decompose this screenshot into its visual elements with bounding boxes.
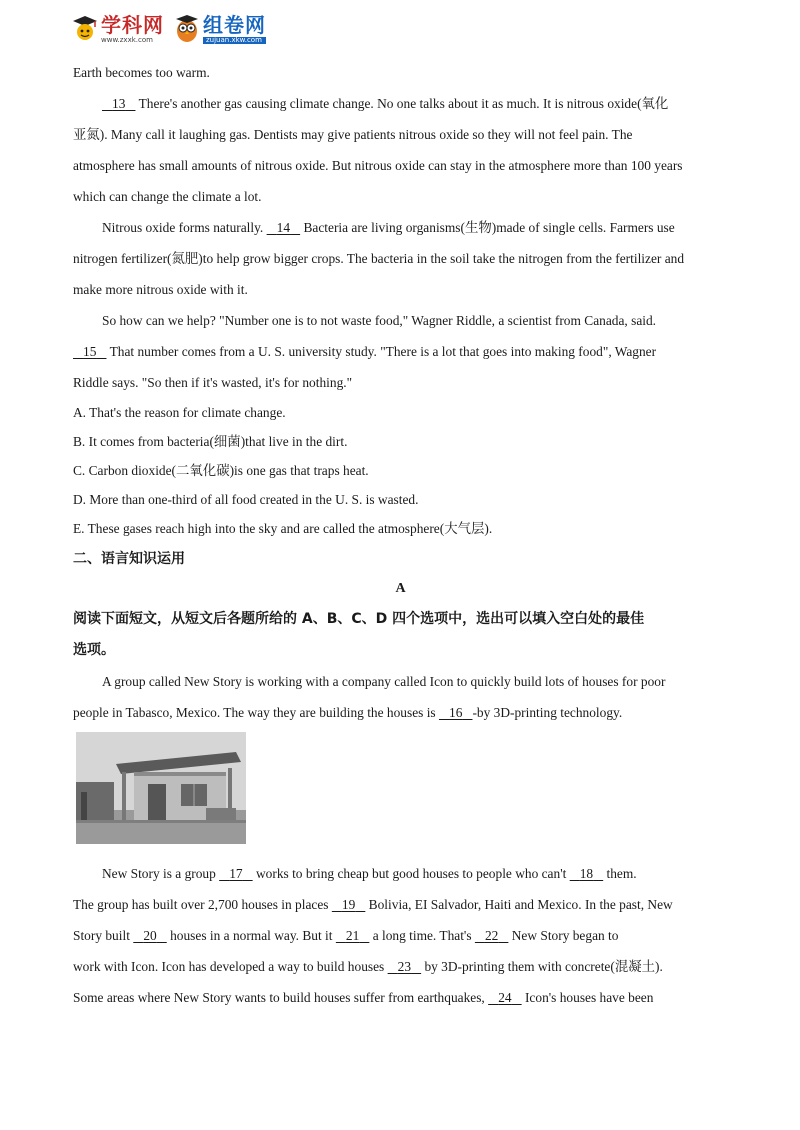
zujuan-logo[interactable]: [174, 14, 266, 44]
paragraph-line: atmosphere has small amounts of nitrous oxide. But nitrous oxide can stay in the atmosphere more than 100 years: [73, 158, 683, 173]
owl-mascot-icon: [174, 14, 200, 44]
blank-17: 17: [229, 866, 243, 881]
option-c: C. Carbon dioxide(二氧化碳)is one gas that traps heat.: [73, 463, 369, 478]
section-heading: 二、语言知识运用: [73, 551, 185, 567]
blank-15: 15: [83, 344, 97, 359]
options-list: [73, 398, 728, 543]
zxxk-logo-url: www.zxxk.com: [101, 35, 153, 44]
document-body: [73, 57, 728, 1013]
blank-24: 24: [498, 990, 512, 1005]
passage-paragraph-1: A group called New Story is working with a company called Icon to quickly build lots of houses for poor people in Tabasco, Mexico. The way they are building the houses is 16 -by 3D-printing technology.: [73, 666, 728, 728]
blank-18: 18: [579, 866, 594, 881]
paragraph-line: make more nitrous oxide with it.: [73, 282, 248, 297]
option-e: E. These gases reach high into the sky and are called the atmosphere(大气层).: [73, 521, 493, 536]
paragraph-14: Nitrous oxide forms naturally. 14 Bacteria are living organisms(生物)made of single cells. Farmers use nitrogen fertilizer(氮肥)to help grow bigger crops. The bacteria in the soil take the nitrogen from the fertilizer and make more nitrous oxide with it.: [73, 212, 728, 305]
graduation-mascot-icon: [72, 14, 98, 44]
blank-19: 19: [341, 897, 356, 912]
zxxk-logo-name: 学科网: [101, 12, 164, 37]
option-d: D. More than one-third of all food created in the U. S. is wasted.: [73, 492, 419, 507]
paragraph-line: nitrogen fertilizer(氮肥)to help grow bigger crops. The bacteria in the soil take the nitrogen from the fertilizer and: [73, 251, 685, 266]
instruction-line: 阅读下面短文，从短文后各题所给的 A、B、C、D 四个选项中，选出可以填入空白处的最佳: [73, 611, 645, 627]
blank-13: 13: [112, 96, 126, 111]
paragraph-13: 13 There's another gas causing climate change. No one talks about it as much. It is nitrous oxide(氧化 亚氮). Many call it laughing gas. Dentists may give patients nitrous oxide so they will not feel pain. The atmosphere has small amounts of nitrous oxide. But nitrous oxide can stay in the atmosphere more than 100 years which can change the climate a lot.: [73, 88, 728, 212]
page-header: [72, 10, 266, 48]
option-b: B. It comes from bacteria(细菌)that live in the dirt.: [73, 434, 348, 449]
paragraph-line: A group called New Story is working with a company called Icon to quickly build lots of houses for poor: [102, 674, 666, 689]
passage-paragraph-2: New Story is a group 17 works to bring cheap but good houses to people who can't 18 them. The group has built over 2,700 houses in places 19 Bolivia, EI Salvador, Haiti and Mexico. In the past, New Story built 20 houses in a normal way. But it 21 a long time. That's 22 New Story began to work with Icon. Icon has developed a way to build houses 23 by 3D-printing them with concrete(混凝土). Some areas where New Story wants to build houses suffer from earthquakes, 24 Icon's houses have been: [73, 866, 673, 1005]
paragraph-line: Earth becomes too warm.: [73, 65, 210, 80]
blank-21: 21: [345, 928, 360, 943]
blank-20: 20: [143, 928, 157, 943]
section-sub-heading: A: [395, 581, 406, 596]
paragraph-line: 亚氮). Many call it laughing gas. Dentists may give patients nitrous oxide so they will not feel pain. The: [73, 127, 633, 142]
house-photo: [76, 732, 246, 844]
paragraph-line: which can change the climate a lot.: [73, 189, 262, 204]
paragraph-line: Riddle says. "So then if it's wasted, it's for nothing.": [73, 375, 353, 390]
blank-22: 22: [484, 928, 499, 943]
zujuan-logo-url: zujuan.xkw.com: [203, 37, 266, 44]
zxxk-logo[interactable]: [72, 14, 164, 44]
blank-16: 16: [449, 705, 463, 720]
paragraph-15: So how can we help? "Number one is to not waste food," Wagner Riddle, a scientist from Canada, said. 15 That number comes from a U. S. university study. "There is a lot that goes into making food", Wagner Riddle says. "So then if it's wasted, it's for nothing.": [73, 305, 728, 398]
option-a: A. That's the reason for climate change.: [73, 405, 286, 420]
zujuan-logo-name: 组卷网: [203, 12, 266, 37]
paragraph-line: So how can we help? "Number one is to not waste food," Wagner Riddle, a scientist from Canada, said.: [102, 313, 657, 328]
blank-23: 23: [397, 959, 412, 974]
instruction-line: 选项。: [73, 642, 115, 658]
blank-14: 14: [276, 220, 291, 235]
